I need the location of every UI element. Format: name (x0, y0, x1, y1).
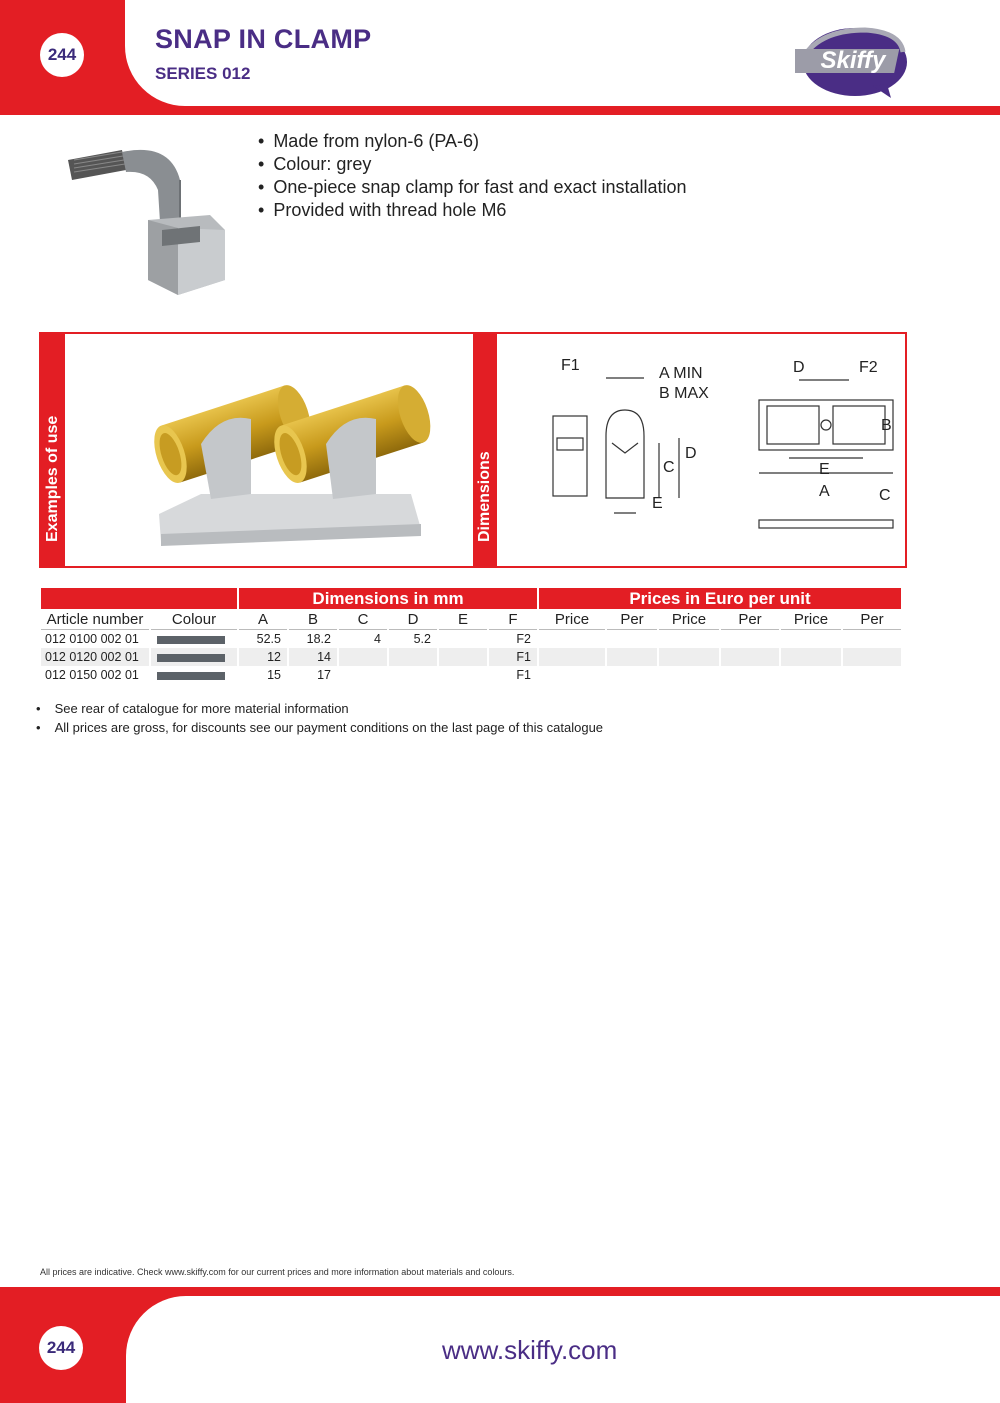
page-subtitle: SERIES 012 (155, 64, 251, 83)
col-b: B (289, 609, 337, 630)
cell-c (339, 666, 387, 684)
cell-d (389, 648, 437, 666)
notes-list (36, 699, 603, 737)
col-e: E (439, 609, 487, 630)
cell-colour (151, 630, 237, 648)
examples-dimensions-panel (39, 332, 907, 568)
cell-b: 14 (289, 648, 337, 666)
table-row (41, 648, 901, 666)
note-item: • All prices are gross, for discounts see our payment conditions on the last page of this catalogue (36, 718, 603, 737)
cell-e (439, 648, 487, 666)
dim-label-a-min: A MIN (659, 365, 703, 382)
table-group-dimensions: Dimensions in mm (239, 588, 537, 609)
note-item: • See rear of catalogue for more material information (36, 699, 603, 718)
dim-label-b: B (881, 417, 892, 434)
dim-label-d: D (685, 445, 697, 462)
table-row (41, 666, 901, 684)
dim-label-c-side: C (879, 487, 891, 504)
feature-item: • One-piece snap clamp for fast and exact installation (258, 176, 687, 199)
website-link[interactable]: www.skiffy.com (442, 1335, 618, 1365)
logo-text: Skiffy (820, 47, 886, 74)
cell-d (389, 666, 437, 684)
col-f: F (489, 609, 537, 630)
colour-swatch (157, 654, 225, 662)
cell-a: 12 (239, 648, 287, 666)
feature-item: • Colour: grey (258, 153, 687, 176)
dim-label-e: E (652, 495, 663, 512)
feature-item: • Provided with thread hole M6 (258, 199, 687, 222)
cell-colour (151, 666, 237, 684)
cell-article: 012 0120 002 01 (41, 648, 149, 666)
col-d: D (389, 609, 437, 630)
feature-list (258, 130, 687, 222)
product-image (60, 130, 235, 320)
cell-e (439, 630, 487, 648)
examples-image (121, 364, 441, 549)
col-per: Per (721, 609, 779, 630)
page-title: SNAP IN CLAMP (155, 24, 372, 54)
table-row (41, 630, 901, 648)
colour-swatch (157, 636, 225, 644)
cell-b: 18.2 (306, 632, 331, 646)
footer-page-number-badge: 244 (39, 1326, 83, 1370)
cell-e (439, 666, 487, 684)
col-price: Price (539, 609, 605, 630)
cell-f: F1 (516, 668, 531, 682)
dimensions-drawing (509, 348, 899, 558)
dimensions-label: Dimensions (476, 451, 493, 542)
price-disclaimer: All prices are indicative. Check www.skiffy.com for our current prices and more information about materials and colours. (40, 1267, 515, 1277)
dim-label-b-max: B MAX (659, 385, 709, 402)
col-price: Price (659, 609, 719, 630)
col-price: Price (781, 609, 841, 630)
cell-article: 012 0100 002 01 (45, 632, 139, 646)
cell-a: 52.5 (256, 632, 281, 646)
dim-label-f1: F1 (561, 357, 580, 374)
dim-label-a: A (819, 483, 830, 500)
col-per: Per (607, 609, 657, 630)
col-colour: Colour (151, 609, 237, 630)
dim-label-d-top: D (793, 359, 805, 376)
cell-b: 17 (317, 668, 331, 682)
dim-label-e-plan: E (819, 461, 830, 478)
cell-c (339, 648, 387, 666)
feature-item: • Made from nylon-6 (PA-6) (258, 130, 687, 153)
examples-label: Examples of use (44, 415, 61, 542)
examples-strip (41, 334, 65, 566)
page-number-badge: 244 (40, 33, 84, 77)
cell-d: 5.2 (413, 632, 431, 646)
col-a: A (239, 609, 287, 630)
cell-f: F1 (489, 648, 537, 666)
col-per: Per (843, 609, 901, 630)
dim-label-c: C (663, 459, 675, 476)
cell-a: 15 (267, 668, 281, 682)
table-group-prices: Prices in Euro per unit (539, 588, 901, 609)
colour-swatch (157, 672, 225, 680)
cell-c: 4 (374, 632, 381, 646)
cell-article: 012 0150 002 01 (45, 668, 139, 682)
dim-label-f2: F2 (859, 359, 878, 376)
skiffy-logo (795, 22, 910, 100)
table-group-blank (41, 588, 237, 609)
dimensions-strip (473, 334, 497, 566)
cell-colour (151, 648, 237, 666)
col-c: C (339, 609, 387, 630)
cell-f: F2 (516, 632, 531, 646)
col-article-number: Article number (41, 609, 149, 630)
spec-table (39, 588, 903, 684)
